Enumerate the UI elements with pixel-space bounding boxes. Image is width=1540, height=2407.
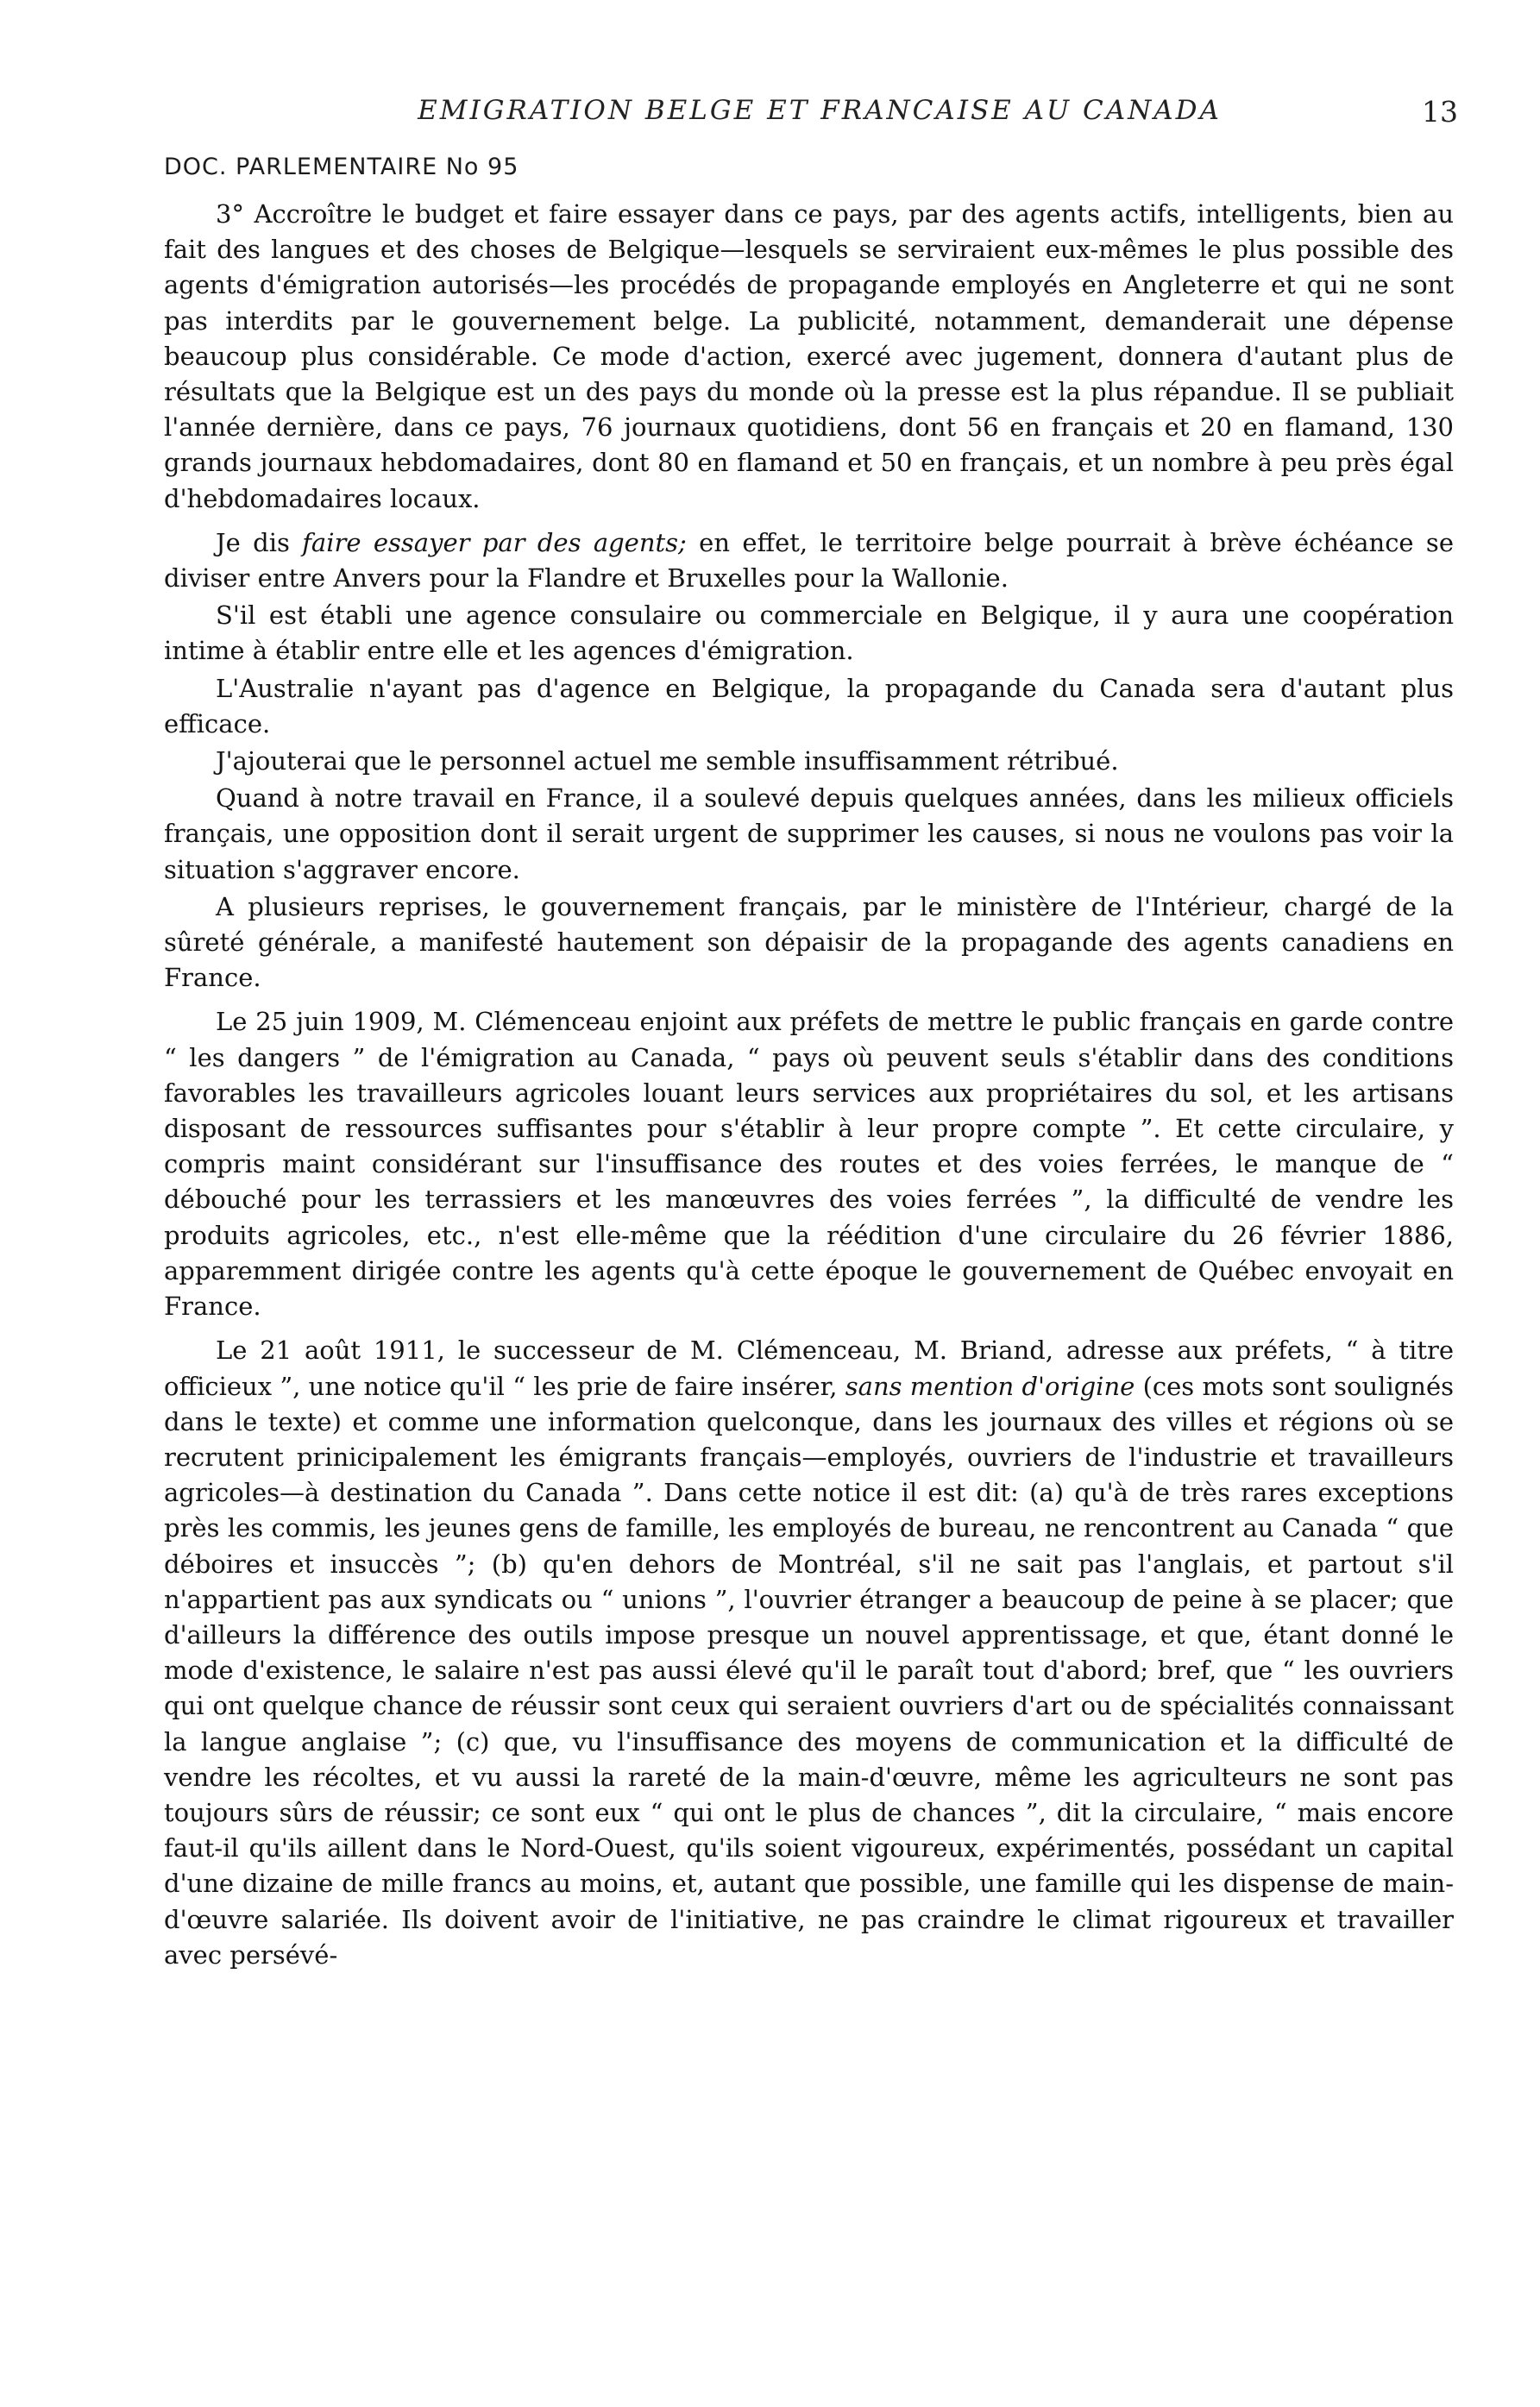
paragraph-text: Je dis	[216, 527, 303, 557]
paragraph-text: (ces mots sont soulignés dans le texte) et comme une information quelconque, dans les journaux des villes et régions où se recrutent prinicipalement les émigrants français—employés, ouvriers de l'industrie et travailleurs agricoles—à destination du Canada ”. Dans cette notice il est dit: (a) qu'à de très rares exceptions près les commis, les jeunes gens de famille, les employés de bureau, ne rencontrent au Canada “ que déboires et insuccès ”; (b) qu'en dehors de Montréal, s'il ne sait pas l'anglais, et partout s'il n'appartient pas aux syndicats ou “ unions ”, l'ouvrier étranger a beaucoup de peine à se placer; que d'ailleurs la différence des outils impose presque un nouvel apprentissage, et que, étant donné le mode d'existence, le salaire n'est pas aussi élevé qu'il le paraît tout d'abord; bref, que “ les ouvriers qui ont quelque chance de réussir sont ceux qui seraient ouvriers d'art ou de spécialités connaissant la langue anglaise ”; (c) que, vu l'insuffisance des moyens de communication et la difficulté de vendre les récoltes, et vu aussi la rareté de la main-d'œuvre, même les agriculteurs ne sont pas toujours sûrs de réussir; ce sont eux “ qui ont le plus de chances ”, dit la circulaire, “ mais encore faut-il qu'ils aillent dans le Nord-Ouest, qu'ils soient vigoureux, expérimentés, possédant un capital d'une dizaine de mille francs au moins, et, autant que possible, une famille qui les dispense de main-d'œuvre salariée. Ils doivent avoir de l'initiative, ne pas craindre le climat rigoureux et travailler avec persévé-	[164, 1371, 1455, 1970]
emphasis-text: sans mention d'origine	[845, 1371, 1135, 1401]
paragraph-personnel: J'ajouterai que le personnel actuel me semble insuffisamment rétribué.	[216, 746, 1119, 776]
page-number: 13	[1422, 95, 1458, 129]
paragraph-faire-essayer	[164, 525, 1454, 596]
body-text	[164, 197, 1454, 1982]
paragraph-agence-consulaire: S'il est établi une agence consulaire ou commerciale en Belgique, il y aura une coopération intime à établir entre elle et les agences d'émigration.	[164, 600, 1454, 666]
paragraph-text: Le 21 août 1911, le successeur de M. Clémenceau, M. Briand, adresse aux préfets, “ à titre officieux ”, une notice qu'il “ les prie de faire insérer,	[164, 1335, 1454, 1401]
paragraph-agents-belgique: 3° Accroître le budget et faire essayer dans ce pays, par des agents actifs, intelligents, bien au fait des langues et des choses de Belgique—lesquels se serviraient eux-mêmes le plus possible des agents d'émigration autorisés—les procédés de propagande employés en Angleterre et qui ne sont pas interdits par le gouvernement belge. La publicité, notamment, demanderait une dépense beaucoup plus considérable. Ce mode d'action, exercé avec jugement, donnera d'autant plus de résultats que la Belgique est un des pays du monde où la presse est la plus répandue. Il se publiait l'année dernière, dans ce pays, 76 journaux quotidiens, dont 56 en français et 20 en flamand, 130 grands journaux hebdomadaires, dont 80 en flamand et 50 en français, et un nombre à peu près égal d'hebdomadaires locaux.	[164, 199, 1454, 513]
emphasis-text: faire essayer par des agents;	[302, 527, 687, 557]
running-title: EMIGRATION BELGE ET FRANCAISE AU CANADA	[418, 95, 1222, 126]
document-label: DOC. PARLEMENTAIRE No 95	[164, 154, 519, 180]
paragraph-text: en effet, le territoire belge pourrait à brève échéance se diviser entre Anvers pour la Flandre et Bruxelles pour la Wallonie.	[164, 527, 1454, 594]
paragraph-ministere-interieur: A plusieurs reprises, le gouvernement français, par le ministère de l'Intérieur, chargé de la sûreté générale, a manifesté hautement son dépaisir de la propagande des agents canadiens en France.	[164, 891, 1454, 993]
paragraph-australie: L'Australie n'ayant pas d'agence en Belgique, la propagande du Canada sera d'autant plus efficace.	[164, 673, 1454, 738]
paragraph-briand-1911	[164, 1333, 1454, 1973]
paragraph-travail-france: Quand à notre travail en France, il a soulevé depuis quelques années, dans les milieux officiels français, une opposition dont il serait urgent de supprimer les causes, si nous ne voulons pas voir la situation s'aggraver encore.	[164, 783, 1454, 884]
paragraph-clemenceau-1909: Le 25 juin 1909, M. Clémenceau enjoint aux préfets de mettre le public français en garde contre “ les dangers ” de l'émigration au Canada, “ pays où peuvent seuls s'établir dans des conditions favorables les travailleurs agricoles louant leurs services aux propriétaires du sol, et les artisans disposant de ressources suffisantes pour s'établir à leur propre compte ”. Et cette circulaire, y compris maint considérant sur l'insuffisance des routes et des voies ferrées, le manque de “ débouché pour les terrassiers et les manœuvres des voies ferrées ”, la difficulté de vendre les produits agricoles, etc., n'est elle-même que la réédition d'une circulaire du 26 février 1886, apparemment dirigée contre les agents qu'à cette époque le gouvernement de Québec envoyait en France.	[164, 1007, 1454, 1322]
